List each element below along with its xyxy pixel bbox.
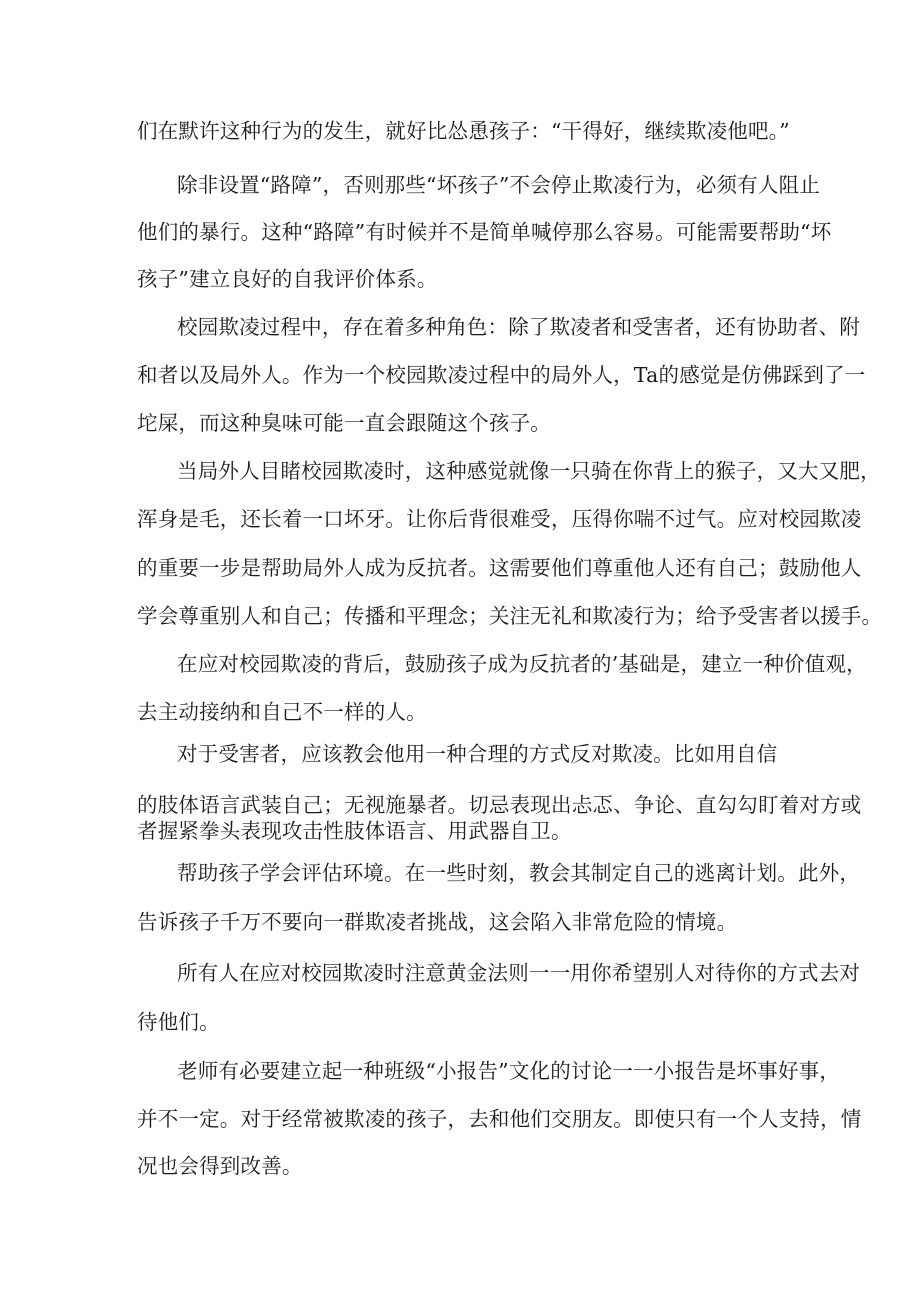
text-line: 们在默许这种行为的发生，就好比怂恿孩子：“干得好，继续欺凌他吧。” xyxy=(137,119,790,143)
text-line: 去主动接纳和自己不一样的人。 xyxy=(137,700,427,724)
text-line: 的肢体语言武装自己；无视施暴者。切忌表现出忐忑、争论、直勾勾盯着对方或 xyxy=(137,793,862,817)
text-line: 孩子”建立良好的自我评价体系。 xyxy=(137,267,438,291)
text-line: 坨屎，而这种臭味可能一直会跟随这个孩子。 xyxy=(137,411,551,435)
text-line: 并不一定。对于经常被欺凌的孩子，去和他们交朋友。即使只有一个人支持，情 xyxy=(137,1107,862,1131)
text-line: 所有人在应对校园欺凌时注意黄金法则一一用你希望别人对待你的方式去对 xyxy=(177,961,861,985)
text-line: 当局外人目睹校园欺凌时，这种感觉就像一只骑在你背上的猴子，又大又肥， xyxy=(177,459,881,483)
text-line: 的重要一步是帮助局外人成为反抗者。这需要他们尊重他人还有自己；鼓励他人 xyxy=(137,556,862,580)
text-line: 待他们。 xyxy=(137,1010,220,1034)
text-line: 帮助孩子学会评估环境。在一些时刻，教会其制定自己的逃离计划。此外， xyxy=(177,861,861,885)
text-line: 老师有必要建立起一种班级“小报告”文化的讨论一一小报告是坏事好事， xyxy=(177,1059,841,1083)
text-line: 除非设置“路障”，否则那些“坏孩子”不会停止欺凌行为，必须有人阻止 xyxy=(177,173,821,197)
text-line: 况也会得到改善。 xyxy=(137,1154,303,1178)
text-line: 浑身是毛，还长着一口坏牙。让你后背很难受，压得你喘不过气。应对校园欺凌 xyxy=(137,507,862,531)
text-line: 告诉孩子千万不要向一群欺凌者挑战，这会陷入非常危险的情境。 xyxy=(137,910,738,934)
text-line: 对于受害者，应该教会他用一种合理的方式反对欺凌。比如用自信 xyxy=(177,742,778,766)
text-line: 在应对校园欺凌的背后，鼓励孩子成为反抗者的’基础是，建立一种价值观， xyxy=(177,652,867,676)
text-line: 学会尊重别人和自己；传播和平理念；关注无礼和欺凌行为；给予受害者以援手。 xyxy=(137,604,883,628)
text-line: 者握紧拳头表现攻击性肢体语言、用武器自卫。 xyxy=(137,819,572,843)
text-line: 和者以及局外人。作为一个校园欺凌过程中的局外人，Ta的感觉是仿佛踩到了一 xyxy=(137,363,866,387)
text-line: 校园欺凌过程中，存在着多种角色：除了欺凌者和受害者，还有协助者、附 xyxy=(177,315,861,339)
text-line: 他们的暴行。这种“路障”有时候并不是简单喊停那么容易。可能需要帮助“坏 xyxy=(137,220,832,244)
